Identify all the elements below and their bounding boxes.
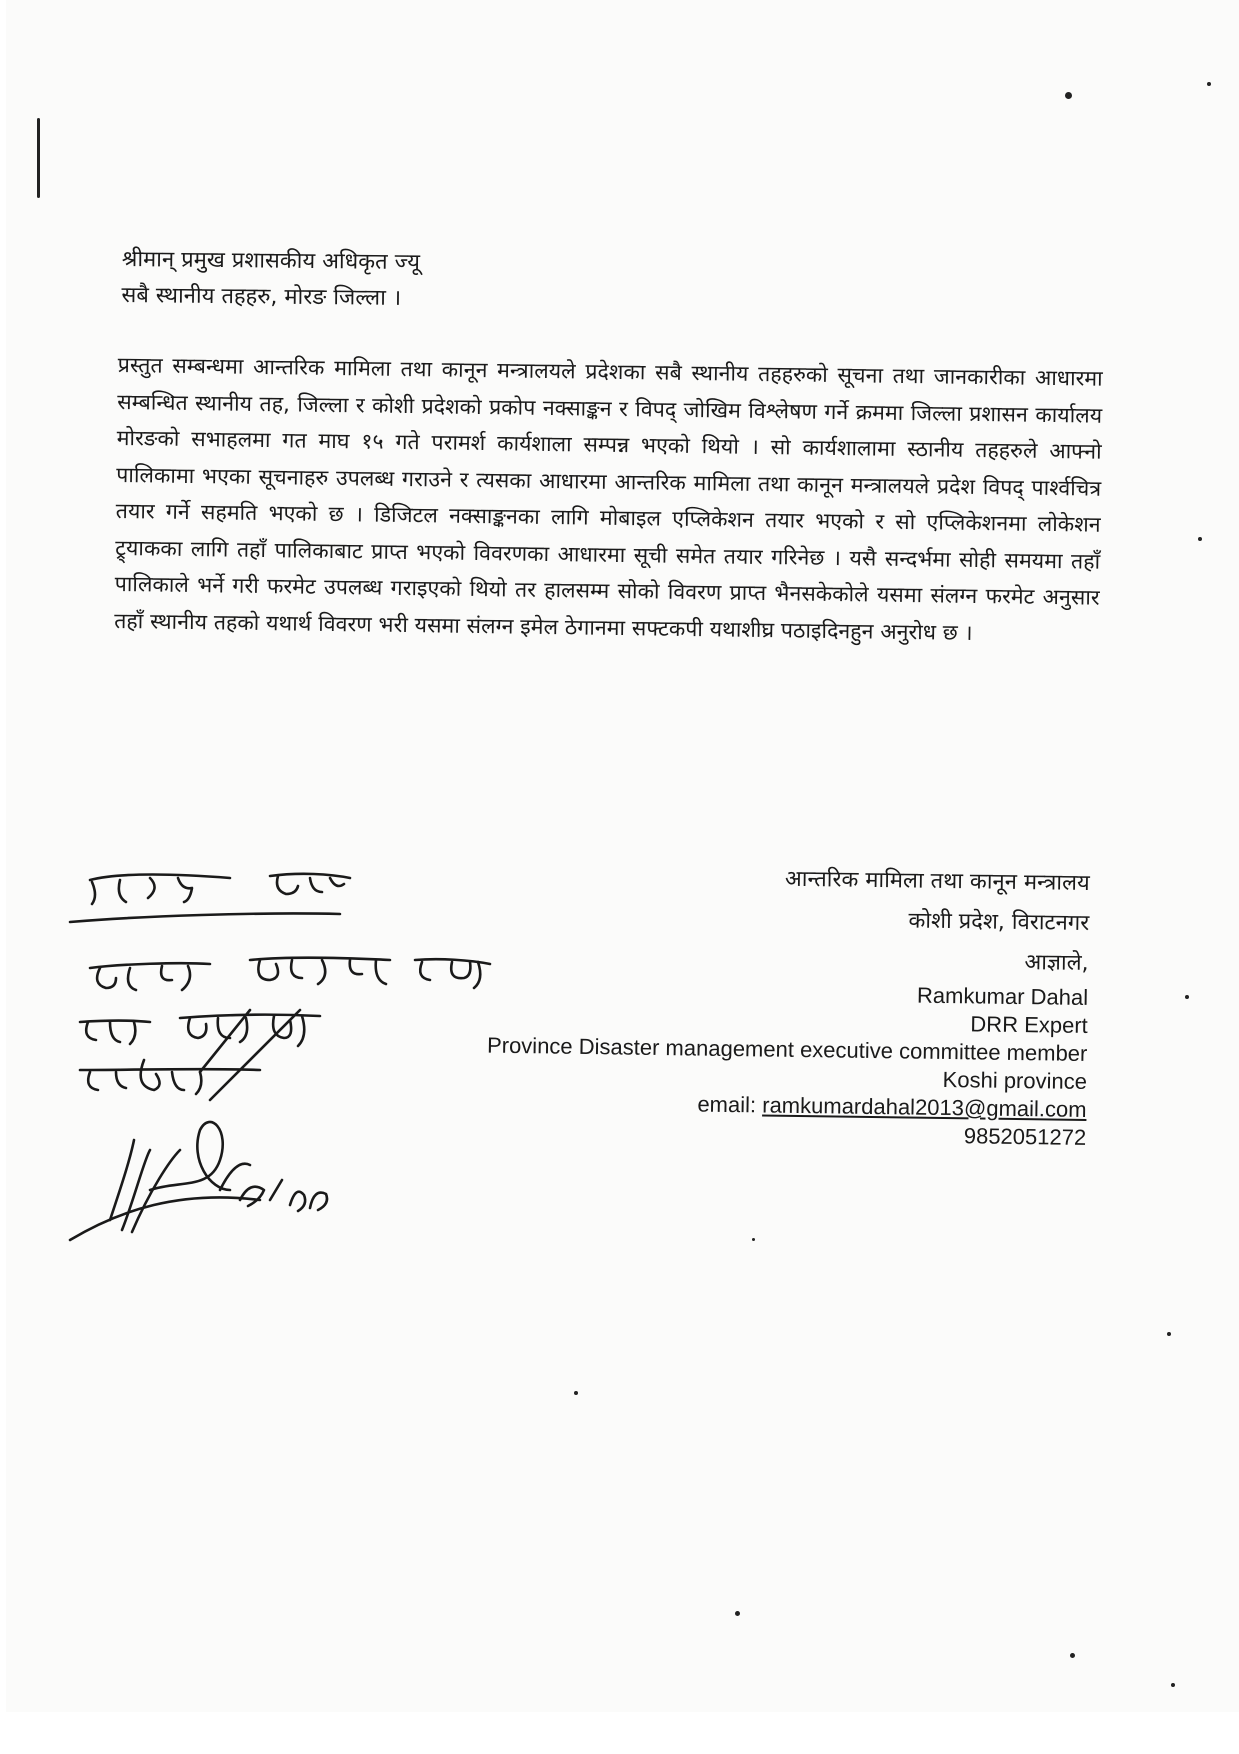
sender-province: Koshi province — [942, 1066, 1088, 1094]
addressee-line-1: श्रीमान् प्रमुख प्रशासकीय अधिकृत ज्यू — [121, 246, 421, 276]
addressee-line-2: सबै स्थानीय तहहरु, मोरङ जिल्ला । — [121, 282, 402, 311]
speck — [574, 1391, 578, 1395]
speck — [1167, 1332, 1171, 1336]
scan-margin — [0, 0, 6, 1754]
sender-role: Province Disaster management executive committee member — [486, 1032, 1088, 1066]
sender-office: कोशी प्रदेश, विराटनगर — [908, 908, 1090, 936]
sender-name: Ramkumar Dahal — [916, 982, 1089, 1010]
speck — [1171, 1683, 1175, 1687]
addressee-block — [121, 242, 722, 320]
sender-ministry: आन्तरिक मामिला तथा कानून मन्त्रालय — [784, 866, 1090, 896]
margin-mark — [37, 118, 40, 198]
email-label: email: — [697, 1091, 757, 1118]
letter-body: प्रस्तुत सम्बन्धमा आन्तरिक मामिला तथा कानून मन्त्रालयले प्रदेशका सबै स्थानीय तहहरुको सूचना तथा जानकारीका आधारमा सम्बन्धित स्थानीय तह, जिल्ला र कोशी प्रदेशको प्रकोप नक्साङ्कन र विपद् जोखिम विश्लेषण गर्ने क्रममा जिल्ला प्रशासन कार्यालय मोरङको सभाहलमा गत माघ १५ गते परामर्श कार्यशाला सम्पन्न भएको थियो । सो कार्यशालामा स्ठानीय तहहरुले आफ्नो पालिकामा भएका सूचनाहरु उपलब्ध गराउने र त्यसका आधारमा आन्तरिक मामिला तथा कानून मन्त्रालयले प्रदेश विपद् पार्श्वचित्र तयार गर्ने सहमति भएको छ । डिजिटल नक्साङ्कनका लागि मोबाइल एप्लिकेशन तयार भएको र सो एप्लिकेशनमा लोकेशन ट्र्याकका लागि तहाँ पालिकाबाट प्राप्त भएको विवरणका आधारमा सूची समेत तयार गरिनेछ । यसै सन्दर्भमा सोही समयमा तहाँ पालिकाले भर्ने गरी फरमेट उपलब्ध गराइएको थियो तर हालसम्म सोको विवरण प्राप्त भैनसकेकोले यसमा संलग्न फरमेट अनुसार तहाँ स्थानीय तहको यथार्थ विवरण भरी यसमा संलग्न इमेल ठेगानमा सफ्टकपी यथाशीघ्र पठाइदिनहुन अनुरोध छ । — [114, 352, 1103, 646]
sender-phone: 9852051272 — [963, 1123, 1087, 1150]
speck — [1070, 1653, 1075, 1658]
speck — [1065, 92, 1072, 99]
sender-title: DRR Expert — [970, 1011, 1088, 1038]
sender-closing: आज्ञाले, — [1024, 950, 1089, 976]
speck — [735, 1611, 740, 1616]
speck — [752, 1238, 755, 1241]
email-link[interactable]: ramkumardahal2013@gmail.com — [762, 1092, 1087, 1122]
sender-block — [356, 854, 1090, 1152]
speck — [1207, 82, 1211, 86]
speck — [1198, 537, 1202, 541]
scan-bottom-margin — [0, 1712, 1239, 1754]
speck — [1185, 995, 1189, 999]
